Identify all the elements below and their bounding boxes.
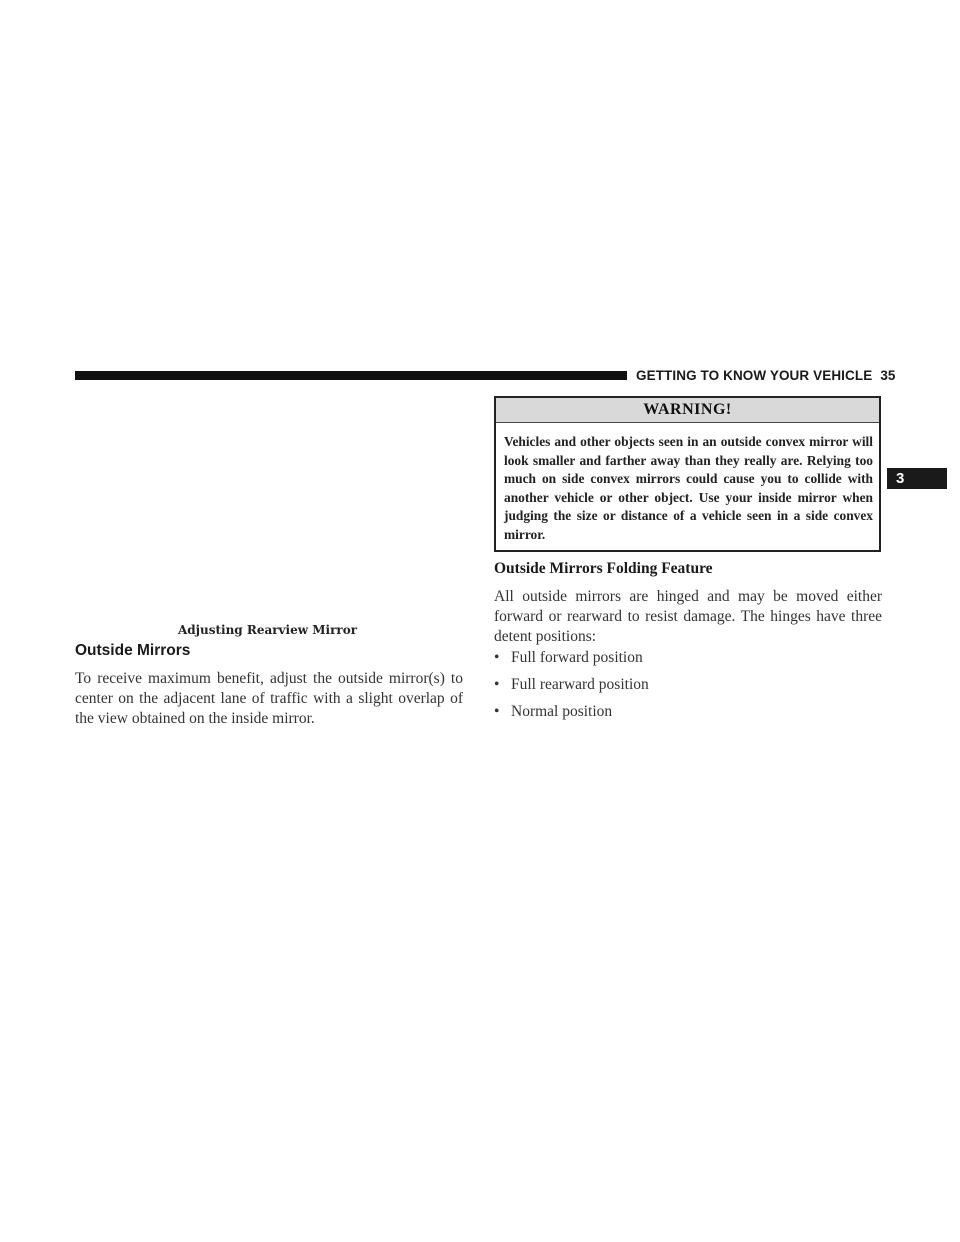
header-section-title: GETTING TO KNOW YOUR VEHICLE [636, 368, 873, 383]
list-item [494, 675, 649, 702]
outside-mirrors-paragraph: To receive maximum benefit, adjust the outside mirror(s) to center on the adjacent lane of traffic with a slight overlap of the view obtained on the inside mirror. [75, 670, 463, 727]
bullet-icon: • [494, 676, 500, 693]
subsection-heading: Outside Mirrors Folding Feature [494, 560, 713, 577]
folding-feature-paragraph: All outside mirrors are hinged and may be moved either forward or rearward to resist damage. The hinges have three detent positions: [494, 588, 882, 645]
bullet-icon: • [494, 703, 500, 720]
list-item [494, 702, 649, 729]
list-item-text: Full forward position [511, 649, 643, 666]
figure-caption: Adjusting Rearview Mirror [177, 623, 358, 637]
page-number: 35 [880, 368, 896, 383]
bullet-icon: • [494, 649, 500, 666]
running-header [636, 368, 896, 383]
list-item [494, 648, 649, 675]
warning-text: Vehicles and other objects seen in an outside convex mirror will look smaller and farther away than they really are. Relying too much on side convex mirrors could cause you to collide with another vehicle or other object. Use your inside mirror when judging the size or distance of a vehicle seen in a side convex mirror. [504, 434, 873, 542]
detent-positions-list [494, 648, 649, 729]
list-item-text: Normal position [511, 703, 613, 720]
warning-box [494, 396, 881, 552]
section-heading: Outside Mirrors [75, 642, 191, 659]
warning-title: WARNING! [496, 398, 879, 423]
chapter-tab: 3 [887, 468, 947, 489]
header-rule [75, 371, 627, 380]
list-item-text: Full rearward position [511, 676, 649, 693]
